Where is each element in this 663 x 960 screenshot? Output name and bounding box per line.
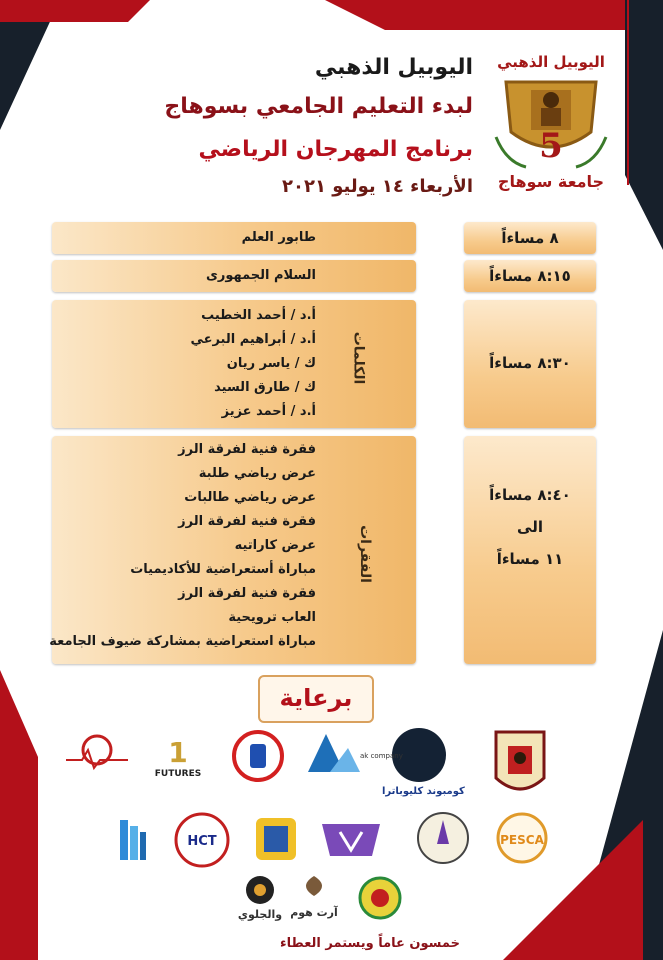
- council-logo: [416, 810, 470, 866]
- heading-university-start: لبدء التعليم الجامعي بسوهاج: [164, 94, 473, 119]
- event-box-2: [52, 260, 416, 292]
- time-separator: الى: [517, 518, 543, 536]
- art-home-label: آرت هوم: [290, 906, 338, 919]
- time-label: ٨:٣٠ مساءاً: [489, 354, 571, 372]
- event-item: طابور العلم: [241, 230, 316, 245]
- logo-top-text: اليوبيل الذهبي: [497, 53, 605, 71]
- jubilee-logo: [486, 42, 616, 192]
- futures-label: FUTURES: [154, 769, 202, 779]
- speaker-item: ك / ياسر ريان: [226, 356, 316, 371]
- time-box-3: [464, 300, 596, 428]
- segment-item: مباراة استعراضية بمشاركة ضيوف الجامعة: [49, 634, 316, 649]
- ak-company-logo: [304, 728, 403, 778]
- speaker-item: أ.د / أحمد الخطيب: [201, 308, 316, 323]
- heading-date: الأربعاء ١٤ يوليو ٢٠٢١: [282, 176, 473, 197]
- corner-stripe-top-right: [325, 0, 625, 30]
- speaker-item: ك / طارق السيد: [214, 380, 316, 395]
- segment-item: عرض رياضي طالبات: [184, 490, 316, 505]
- time-box-2: [464, 260, 596, 292]
- cleopatra-label: كومبوند كليوباترا: [382, 786, 465, 797]
- segment-item: فقرة فنية لفرقة الرز: [178, 586, 316, 601]
- dreams-logo: [62, 730, 132, 780]
- segment-item: فقرة فنية لفرقة الرز: [178, 442, 316, 457]
- segment-item: مباراة أستعراضية للأكاديميات: [130, 562, 316, 577]
- speaker-item: أ.د / أبراهيم البرعي: [190, 332, 316, 347]
- hospital-logo: [232, 730, 284, 782]
- svg-text:5: 5: [539, 126, 563, 166]
- pioneers-academy-logo: [250, 812, 302, 866]
- time-label: ٨:١٥ مساءاً: [489, 267, 571, 285]
- hct-logo: [174, 812, 230, 868]
- corner-decoration-top-right: [625, 0, 663, 250]
- event-box-segments: [49, 436, 416, 664]
- speeches-label: الكلمات: [350, 331, 367, 385]
- time-box-1: [464, 222, 596, 254]
- segment-item: عرض رياضي طلبة: [198, 466, 316, 481]
- heading-program: برنامج المهرجان الرياضي: [198, 137, 473, 162]
- event-item: السلام الجمهورى: [205, 268, 316, 283]
- segment-item: عرض كاراتيه: [234, 538, 316, 553]
- corner-stripe-top-left: [0, 0, 150, 22]
- segment-item: فقرة فنية لفرقة الرز: [178, 514, 316, 529]
- pesca-logo: [492, 812, 552, 866]
- circular-logo: [358, 876, 402, 920]
- time-box-4: [464, 436, 596, 664]
- algeloy-logo: [236, 872, 284, 924]
- building-logo: [108, 812, 156, 868]
- time-label: ٨:٤٠ مساءاً: [489, 486, 571, 504]
- corner-decoration-bottom-left: [0, 670, 38, 960]
- segments-label: الفقرات: [356, 525, 373, 583]
- footer-slogan: خمسون عاماً ويستمر العطاء: [280, 936, 460, 951]
- event-box-1: [52, 222, 416, 254]
- logo-bottom-text: جامعة سوهاج: [497, 172, 605, 191]
- sohag-university-logo: [492, 728, 548, 802]
- ak-label: ak company: [360, 752, 403, 760]
- art-home-logo: [288, 872, 340, 922]
- sponsors-title: برعاية: [258, 675, 374, 723]
- time-end-label: ١١ مساءاً: [496, 550, 564, 568]
- hct-label: HCT: [187, 834, 217, 849]
- divider-line: [627, 0, 629, 185]
- segment-item: العاب ترويحية: [228, 610, 316, 625]
- academy-logo: [318, 816, 384, 862]
- svg-text:1: 1: [168, 736, 188, 769]
- heading-jubilee: اليوبيل الذهبي: [314, 55, 473, 80]
- event-box-speeches: [52, 300, 416, 428]
- algeloy-label: والجلوي: [237, 908, 283, 921]
- time-label: ٨ مساءاً: [501, 229, 559, 247]
- futures-logo: [148, 730, 208, 780]
- pesca-label: PESCA: [500, 833, 544, 847]
- speaker-item: أ.د / أحمد عزيز: [221, 404, 316, 419]
